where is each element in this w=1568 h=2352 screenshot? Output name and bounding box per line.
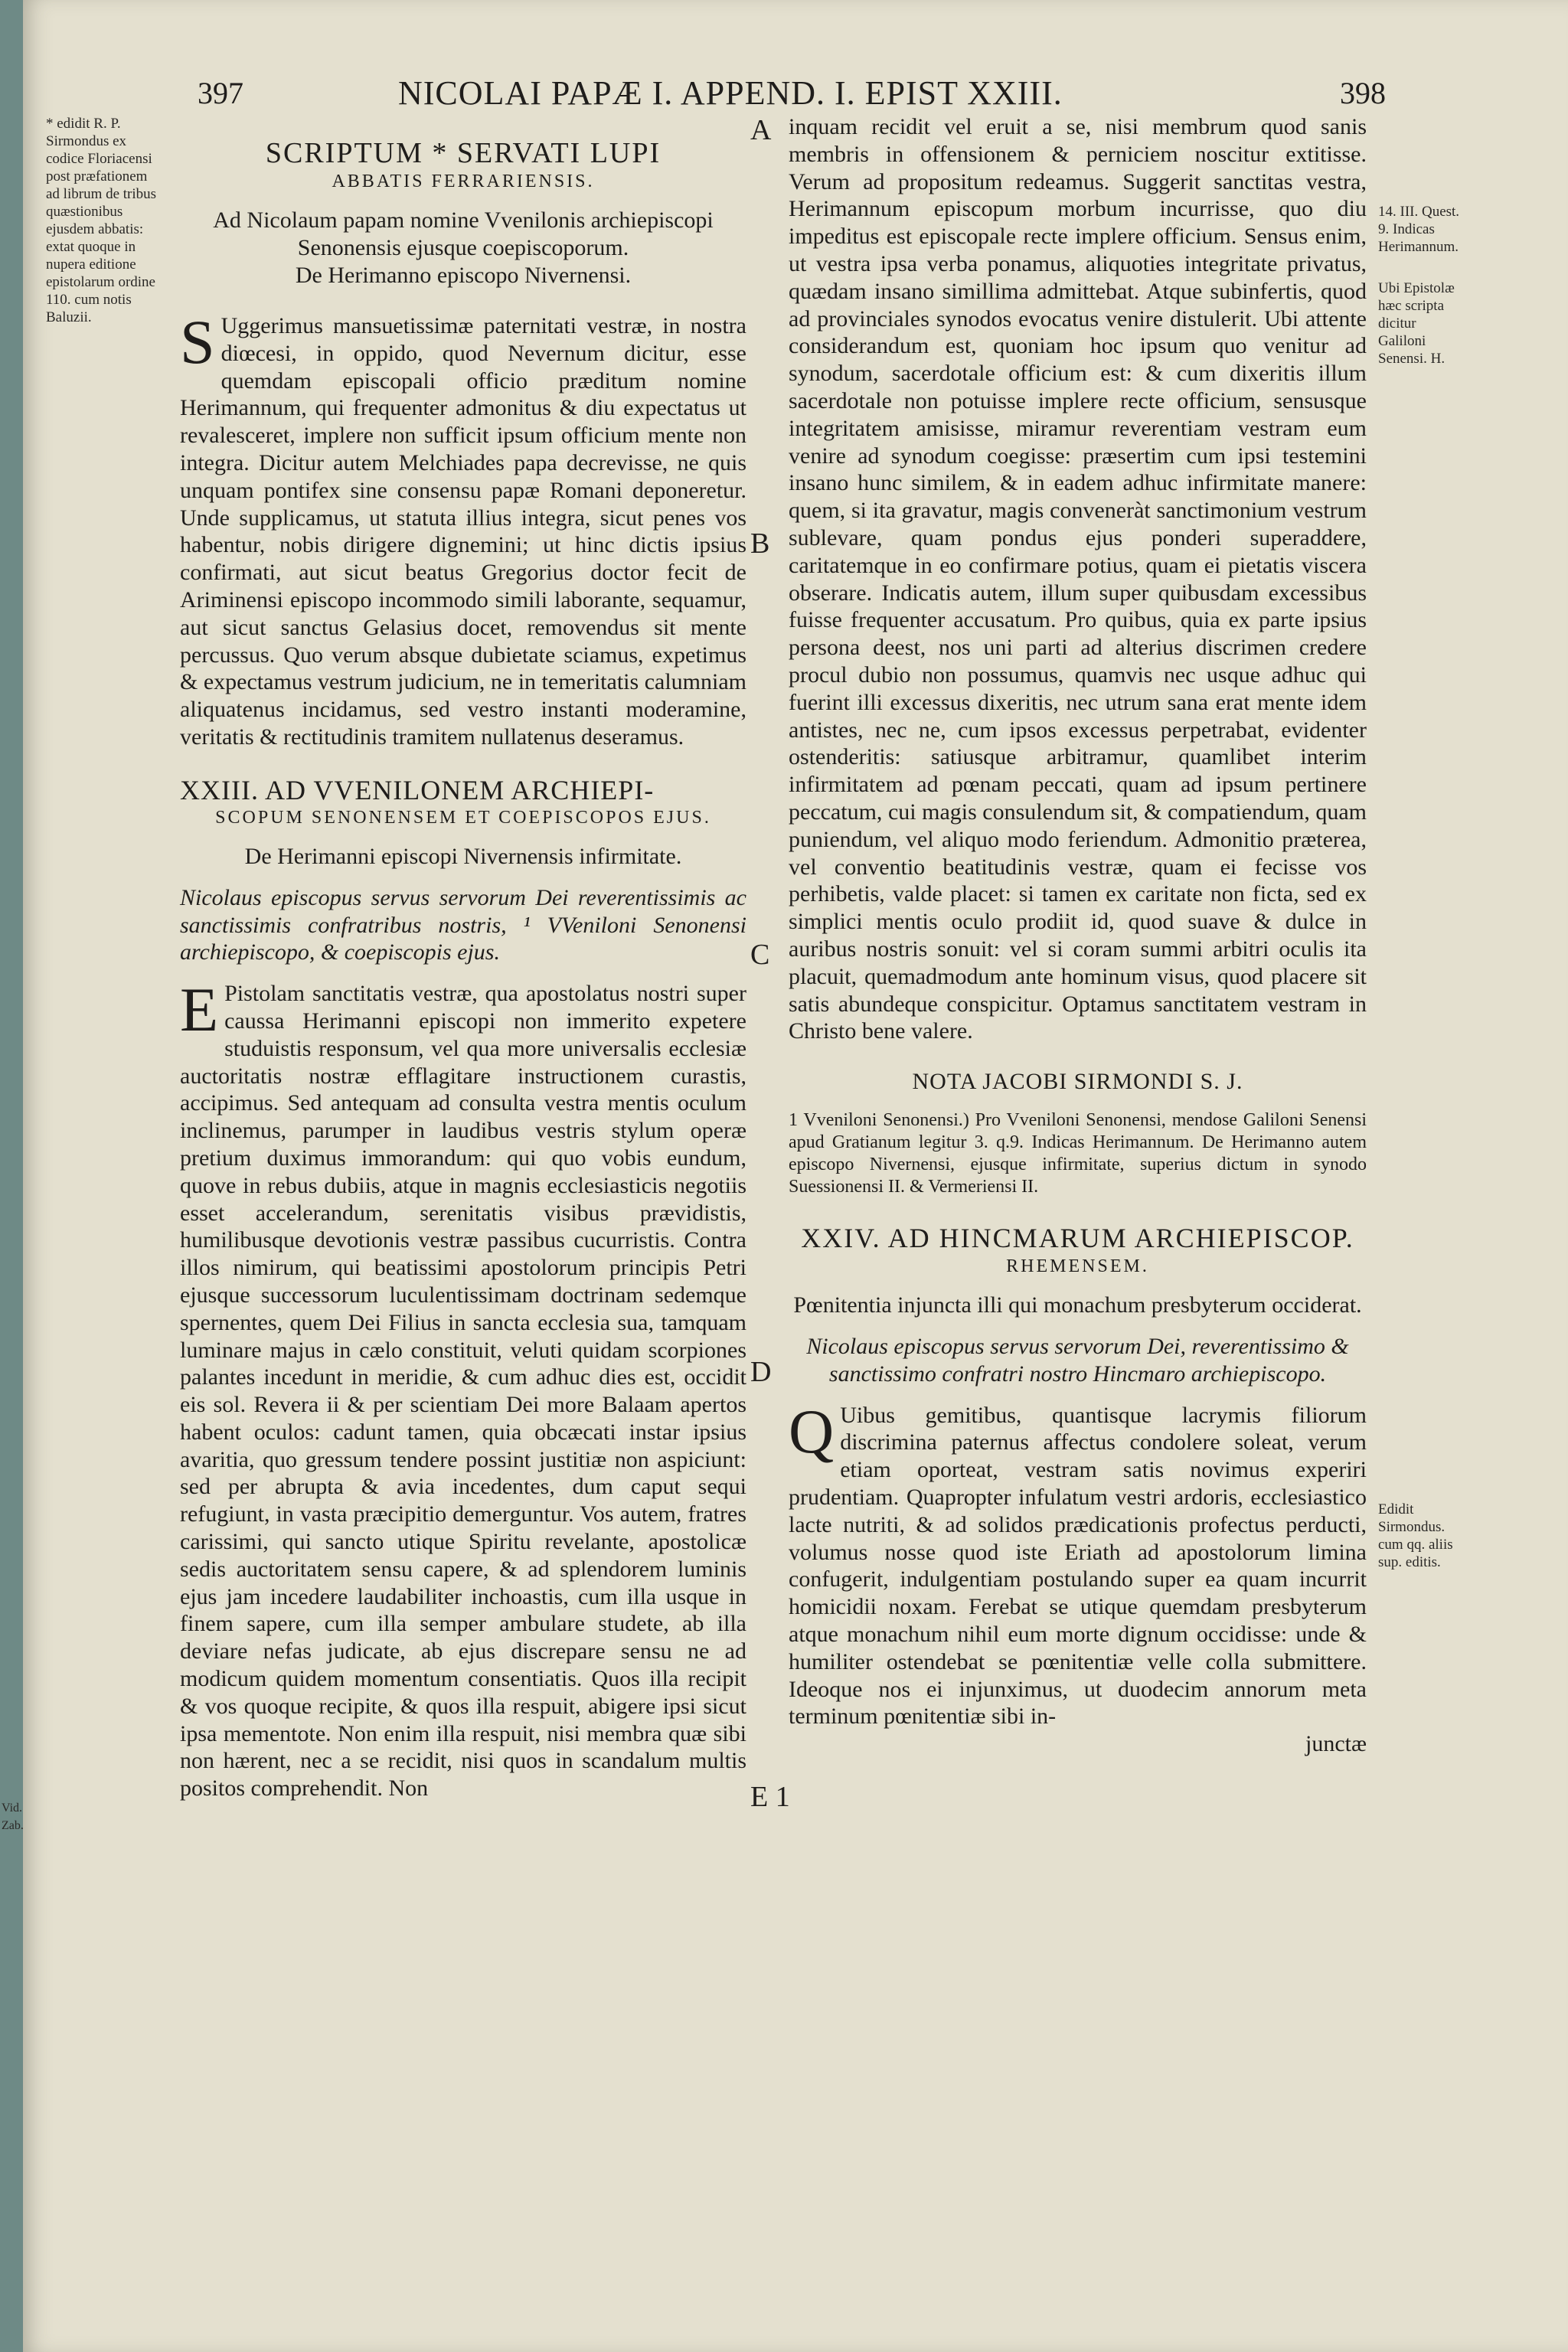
- drop-cap: Q: [789, 1396, 835, 1466]
- page-number-right: 398: [1340, 76, 1386, 110]
- column-letter-c: C: [750, 939, 770, 971]
- paragraph-2: E Pistolam sanctitatis vestræ, qua apostolatus nostri super caussa Herimanni episcopi non immerito expetere studuistis responsum, vel qua more universalis ecclesiæ auctoritatis nostræ efflagitare instructionem curastis, accipimus. Sed antequam ad consulta vestra mentis oculum inclinemus, parumper in laudibus vestris stylum operæ pretium duximus immorandum: qui quo vobis eundum, quove in rebus dubiis, atque in magnis ecclesiasticis negotiis esset accelerandum, serenitatis visibus prævidistis, humilibusque devotionis vestræ passibus cucurristis. Contra illos nimirum, qui beatissimi apostolorum principis Petri ejusque successorum luculentissimam doctrinam sedemque spernentes, quem Dei Filius in sancta ecclesia sua, tamquam luminare majus in cælo constituit, veluti quidam scorpiones palantes incedunt in meridie, & cum adhuc dies est, occidit eis sol. Revera ii & per scientiam Dei more Balaam apertos habent oculos: cadunt tamen, quia obcæcati instar ipsius avaritia, quo gressum tendere possint justitiæ non aspiciunt: sed per abrupta & avia incedentes, dum caput sequi refugiunt, in vasta præcipitio demerguntur. Vos autem, fratres carissimi, qui sancto utique Spiritu revelante, apostolicæ sedis auctoritatem sensu capere, & ad splendorem luminis ejus jam incedere laudabiliter inchoastis, cum illa usque in finem sapere, cum illa semper ambulare studete, ab illa deviare nefas judicate, ab ejus discrepare sensu ne ad modicum quidem momentum consentiatis. Quos illa recipit & vos quoque recipite, & quos illa respuit, abigere ipsi sicut ipsa mementote. Non enim illa respuit, nisi membra quæ sibi non hærent, nec a se recidit, nisi quos in scandalum multis positos comprehendit. Non: [180, 975, 746, 1802]
- drop-cap: E: [180, 975, 219, 1045]
- column-letter-a: A: [750, 114, 772, 146]
- section1-caption-1: Ad Nicolaum papam nomine Vvenilonis archiepiscopi Senonensis ejusque coepiscoporum.: [213, 207, 714, 260]
- paragraph-4: Q Uibus gemitibus, quantisque lacrymis filiorum discrimina paternus affectus condolere soleat, verum etiam oporteat, vestram satis novimus experiri prudentiam. Quapropter infulatum vestri ardoris, ecclesiastico lacte nutriti, & ad solidos prædicationis profectus perducti, volumus nosse quod iste Eriath ad apostolorum limina confugerit, indulgentiam postulando super ea quam incurrit homicidii noxam. Ferebat se utique quemdam presbyterum atque monachum nihil eum morte dignum occidisse: unde & humiliter ostendebat se pœnitentiæ velle colla submittere. Ideoque nos ei injunximus, ut duodecim annorum meta terminum pœnitentiæ sibi in-: [789, 1396, 1367, 1730]
- catchword: junctæ: [1305, 1731, 1367, 1757]
- column-letter-d: D: [750, 1356, 772, 1388]
- page-number-left: 397: [198, 76, 243, 110]
- paragraph-3: inquam recidit vel eruit a se, nisi membrum quod sanis membris in offensionem & perniciem noscitur extitisse. Verum ad propositum redeamus. Suggerit sanctitas vestra, Herimannum episcopum morbum incurrisse, quo diu impeditus est episcopale recte implere officium. Sensus enim, ut vestra ipsa verba ponamus, aliquoties integritate privatus, quædam insano simillima admittebat. Atque subinfertis, quod ad provinciales synodos evocatus venire distulerit. Ubi attente considerandum est, quoniam hoc ipsum quo venitur ad synodum, sacerdotale officium est: & cum dixeritis illum sacerdotale non potuisse implere recte officium, sensusque integritatem amisisse, miramur reverentiam vestram eum venire ad synodum coegisse: præsertim cum ipsi testemini insano hunc similem, & in eadem adhuc infirmitate manere: quem, si ita gravatur, magis conveneràt sanctimonium vestrum sublevare, quam pondus ejus ponderi superaddere, caritatemque in eo confirmare potius, quam ei pietatis viscera obserare. Indicatis autem, illum super quibusdam excessibus fuisse frequenter accusatum. Pro quibus, quia ex parte ipsius persona deest, nos uni parti ad alterius discrimen credere procul dubio non possumus, quamvis nec usque adhuc qui fuerint illi excessus dixeritis, nec utrum sana erat mente idem antistes, nec ne, cum ipsos excessus perpetrabat, evidenter ostenderitis: satiusque arbitramur, quamlibet interim infirmitatem ad pœnam peccati, quam ad ipsum pertinere peccatum, cui magis consulendum sit, & compatiendum, quam puniendum, vel aliquo modo feriendum. Admonitio præterea, vel conventio beatitudinis vestræ, quam ei fecisse vos perhibetis, valde placet: si tamen ex caritate non ficta, sed ex simplici mentis oculo prodiit id, quod suave & dulce in auribus nostris sonuit: vel si coram summi arbitri oculis ita placuit, quemadmodum ante hominum visus, quod placere sit satis abundeque conspicitur. Optamus sanctitatem vestram in Christo bene valere.: [789, 114, 1367, 1044]
- margin-note-right-2: Ubi Epistolæ hæc scripta dicitur Galiloni Senensi. H.: [1378, 280, 1455, 367]
- section2-caption: De Herimanni episcopi Nivernensis infirmitate.: [244, 843, 682, 869]
- salutation-2: Nicolaus episcopus servus servorum Dei, reverentissimo & sanctissimo confratri nostro Hincmaro archiepiscopo.: [806, 1334, 1349, 1387]
- left-column: [180, 136, 746, 1802]
- margin-note-right-1: 14. III. Quest. 9. Indicas Herimannum.: [1378, 204, 1460, 255]
- margin-note-right-3: Edidit Sirmondus. cum qq. aliis sup. editis.: [1378, 1501, 1453, 1570]
- section3-subtitle: RHEMENSEM.: [1006, 1256, 1149, 1277]
- drop-cap: S: [180, 307, 215, 377]
- running-title: NICOLAI PAPÆ I. APPEND. I. EPIST XXIII.: [398, 74, 1063, 112]
- section1-title: SCRIPTUM * SERVATI LUPI: [265, 137, 662, 169]
- column-letter-e: E 1: [750, 1781, 790, 1813]
- column-letter-b: B: [750, 528, 770, 560]
- section3-title: XXIV. AD HINCMARUM ARCHIEPISCOP.: [801, 1223, 1354, 1254]
- margin-note-left-top: * edidit R. P. Sirmondus ex codice Floriacensi post præfationem ad librum de tribus quæstionibus ejusdem abbatis: extat quoque in nupera editione epistolarum ordine 110. cum notis Baluzii.: [46, 116, 157, 325]
- salutation-1: Nicolaus episcopus servus servorum Dei reverentissimis ac sanctissimis confratribus nostris, ¹ VVeniloni Senonensi archiepiscopo, & coepiscopis ejus.: [180, 884, 746, 965]
- nota-text: 1 Vveniloni Senonensi.) Pro Vveniloni Senonensi, mendose Galiloni Senensi apud Gratianum legitur 3. q.9. Indicas Herimannum. De Herimanno autem episcopo Nivernensi, ejusque infirmitate, superius dictum in synodo Suessionensi II. & Vermeriensi II.: [789, 1110, 1367, 1197]
- page: [2, 0, 1568, 2352]
- section2-subtitle: SCOPUM SENONENSEM ET COEPISCOPOS EJUS.: [215, 807, 711, 828]
- margin-note-left-bottom: Vid. Zab.: [2, 1802, 24, 1832]
- section1-caption-2: De Herimanno episcopo Nivernensi.: [295, 263, 632, 288]
- section1-subtitle: ABBATIS FERRARIENSIS.: [332, 172, 595, 191]
- paragraph-1: S Uggerimus mansuetissimæ paternitati vestræ, in nostra diœcesi, in oppido, quod Nevernum dicitur, esse quemdam episcopali officio præditum nomine Herimannum, qui frequenter admonitus & diu expectatus ut revalesceret, implere non sufficit ipsum officium mente non integra. Dicitur autem Melchiades papa decrevisse, ne quis unquam pontifex sine consensu papæ Romani deponeretur. Unde supplicamus, ut statuta illius integra, sicut penes vos habentur, nobis dirigere dignemini; ut hinc dictis ipsius confirmati, aut sicut beatus Gregorius doctor fecit de Ariminensi episcopo incommodo simili laborante, sequamur, aut sicut sanctus Gelasius docet, removendus sit mente percussus. Quo verum absque dubietate sciamus, expetimus & expectamus vestrum judicium, ne in temeritatis calumniam aliquatenus incidamus, sed vestro instanti moderamine, veritatis & rectitudinis tramitem nullatenus deseramus.: [180, 307, 746, 750]
- section2-title: XXIII. AD VVENILONEM ARCHIEPI-: [180, 774, 655, 805]
- section3-caption: Pœnitentia injuncta illi qui monachum presbyterum occiderat.: [793, 1292, 1362, 1318]
- right-column: [789, 113, 1367, 1758]
- nota-title: NOTA JACOBI SIRMONDI S. J.: [912, 1069, 1243, 1095]
